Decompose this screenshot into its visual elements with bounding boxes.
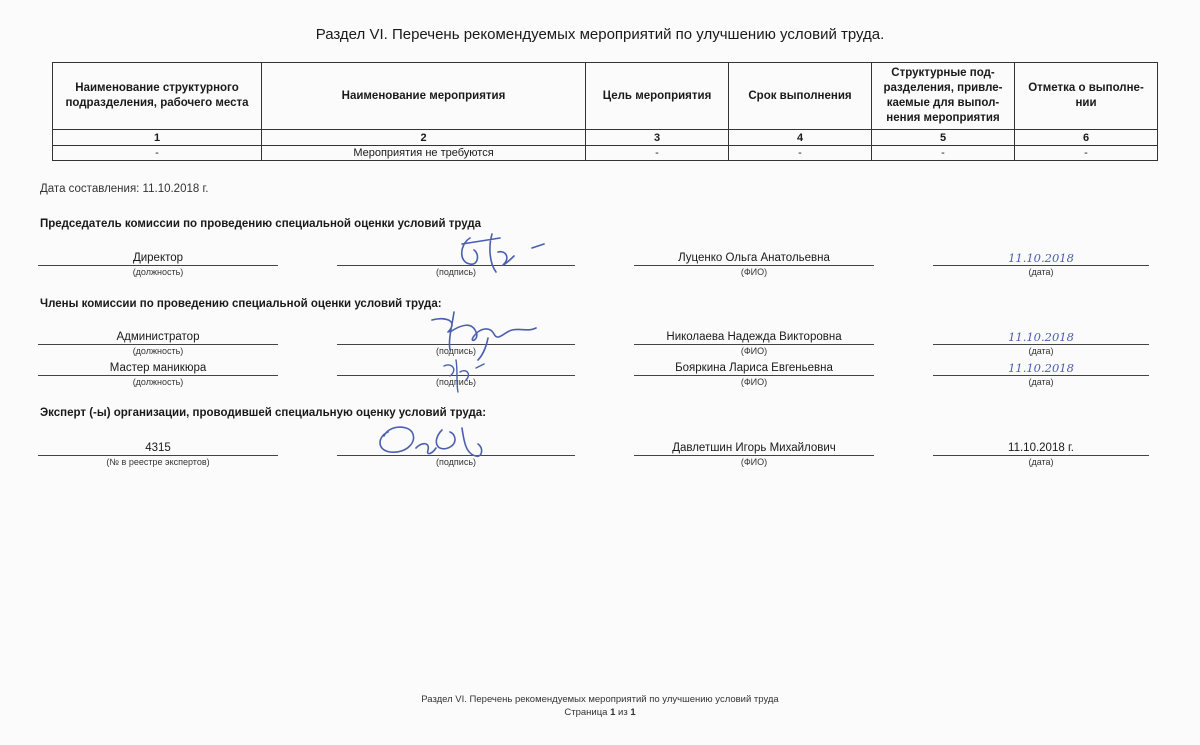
column-number: 2 (262, 130, 586, 146)
date-value: 11.10.2018 (933, 251, 1149, 266)
chairman-handwritten-signature (440, 214, 560, 274)
fio-field (634, 441, 874, 467)
column-header: Наименование структурного подразделения, рабочего места (53, 63, 262, 130)
fio-field (634, 330, 874, 356)
table-cell: Мероприятия не требуются (262, 146, 586, 161)
chairman-heading: Председатель комиссии по проведению специальной оценки условий труда (40, 218, 482, 230)
fio-value: Давлетшин Игорь Михайлович (634, 441, 874, 456)
fio-caption: (ФИО) (740, 267, 768, 277)
registry-caption: (№ в реестре экспертов) (106, 457, 210, 467)
position-value: Мастер маникюра (38, 361, 278, 376)
signature-caption: (подпись) (435, 267, 477, 277)
chairman-signature-row (0, 251, 1200, 285)
date-caption: (дата) (1028, 346, 1054, 356)
position-value: Директор (38, 251, 278, 266)
table-number-row (53, 130, 1158, 146)
date-field (933, 361, 1149, 387)
compiled-date: Дата составления: 11.10.2018 г. (40, 183, 209, 195)
footer-pagination (0, 706, 1200, 719)
column-header: Наименование мероприятия (262, 63, 586, 130)
expert-signature-row (0, 441, 1200, 475)
signature-caption: (подпись) (435, 457, 477, 467)
position-caption: (должность) (132, 377, 184, 387)
member2-handwritten-signature (436, 352, 496, 396)
position-field (38, 330, 278, 356)
date-value: 11.10.2018 (933, 330, 1149, 345)
date-value: 11.10.2018 (933, 361, 1149, 376)
position-caption: (должность) (132, 346, 184, 356)
fio-caption: (ФИО) (740, 346, 768, 356)
page-total: 1 (630, 707, 636, 718)
column-header: Цель мероприятия (586, 63, 729, 130)
footer-title: Раздел VI. Перечень рекомендуемых мероприятий по улучшению условий труда (421, 694, 779, 705)
table-cell: - (729, 146, 872, 161)
page-current: 1 (610, 707, 616, 718)
date-caption: (дата) (1028, 457, 1054, 467)
page-prefix: Страница (564, 707, 608, 718)
date-caption: (дата) (1028, 377, 1054, 387)
date-caption: (дата) (1028, 267, 1054, 277)
column-number: 4 (729, 130, 872, 146)
column-number: 6 (1015, 130, 1158, 146)
measures-table (52, 62, 1158, 161)
date-field (933, 330, 1149, 356)
table-cell: - (53, 146, 262, 161)
date-field (933, 441, 1149, 467)
position-field (38, 361, 278, 387)
table-row (53, 146, 1158, 161)
position-caption: (должность) (132, 267, 184, 277)
date-value: 11.10.2018 г. (933, 441, 1149, 456)
fio-caption: (ФИО) (740, 377, 768, 387)
registry-value: 4315 (38, 441, 278, 456)
member-signature-row (0, 330, 1200, 364)
page-of: из (618, 707, 628, 718)
table-cell: - (872, 146, 1015, 161)
members-heading: Члены комиссии по проведению специальной оценки условий труда: (40, 298, 442, 310)
table-cell: - (586, 146, 729, 161)
member-signature-row (0, 361, 1200, 395)
fio-value: Бояркина Лариса Евгеньевна (634, 361, 874, 376)
column-number: 5 (872, 130, 1015, 146)
page-footer (0, 693, 1200, 719)
signature-caption: (подпись) (435, 377, 477, 387)
page-title: Раздел VI. Перечень рекомендуемых мероприятий по улучшению условий труда. (315, 26, 885, 43)
fio-value: Луценко Ольга Анатольевна (634, 251, 874, 266)
expert-heading: Эксперт (-ы) организации, проводившей специальную оценку условий труда: (40, 407, 487, 419)
position-value: Администратор (38, 330, 278, 345)
signature-caption: (подпись) (435, 346, 477, 356)
expert-handwritten-signature (372, 418, 502, 472)
date-field (933, 251, 1149, 277)
table-header-row (53, 63, 1158, 130)
fio-field (634, 251, 874, 277)
position-field (38, 251, 278, 277)
column-header: Структурные под-разделения, привле-каемые для выпол-нения мероприятия (872, 63, 1015, 130)
table-cell: - (1015, 146, 1158, 161)
column-number: 3 (586, 130, 729, 146)
fio-field (634, 361, 874, 387)
column-header: Срок выполнения (729, 63, 872, 130)
registry-field (38, 441, 278, 467)
fio-caption: (ФИО) (740, 457, 768, 467)
column-number: 1 (53, 130, 262, 146)
fio-value: Николаева Надежда Викторовна (634, 330, 874, 345)
column-header: Отметка о выполне-нии (1015, 63, 1158, 130)
